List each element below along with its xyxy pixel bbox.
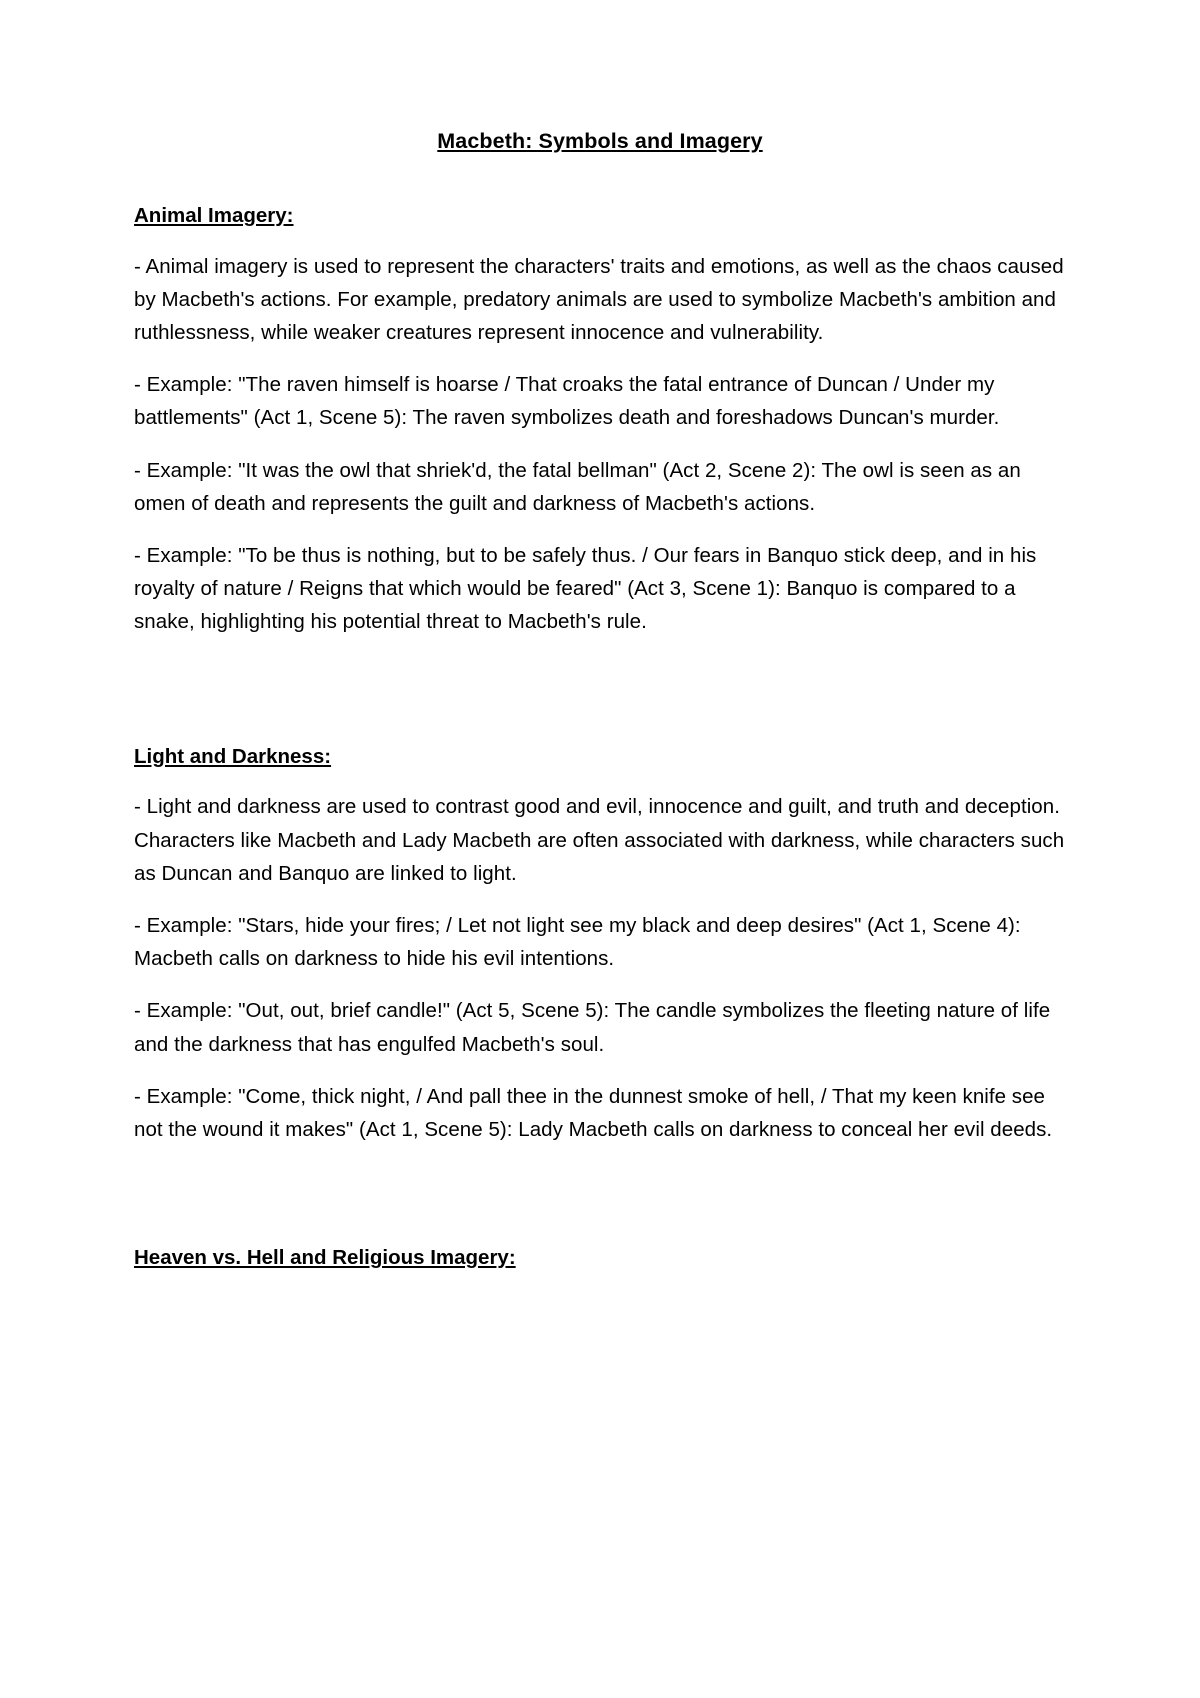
paragraph: - Example: "It was the owl that shriek'd, the fatal bellman" (Act 2, Scene 2): The owl is seen as an omen of death and represents the guilt and darkness of Macbeth's actions. xyxy=(134,458,1021,515)
section-heaven-vs-hell xyxy=(134,1244,1066,1272)
section-spacer xyxy=(134,639,1066,743)
section-heading-light-and-darkness: Light and Darkness: xyxy=(134,744,332,768)
section-animal-imagery xyxy=(134,202,1066,639)
section-spacer xyxy=(134,1146,1066,1244)
paragraph: - Example: "Stars, hide your fires; / Let not light see my black and deep desires" (Act 1, Scene 4): Macbeth calls on darkness to hide his evil intentions. xyxy=(134,913,1021,971)
section-heading-animal-imagery: Animal Imagery: xyxy=(134,203,294,227)
paragraph: - Example: "Come, thick night, / And pall thee in the dunnest smoke of hell, / That my keen knife see not the wound it makes" (Act 1, Scene 5): Lady Macbeth calls on darkness to conceal her evil deeds. xyxy=(134,1084,1053,1141)
paragraph: - Example: "To be thus is nothing, but to be safely thus. / Our fears in Banquo stick deep, and in his royalty of nature / Reigns that which would be feared" (Act 3, Scene 1): Banquo is compared to a snake, highlighting his potential threat to Macbeth's rule. xyxy=(134,544,1037,634)
paragraph: - Animal imagery is used to represent the characters' traits and emotions, as well as the chaos caused by Macbeth's actions. For example, predatory animals are used to symbolize Macbeth's ambition and ruthlessness, while weaker creatures represent innocence and vulnerability. xyxy=(134,254,1064,345)
paragraph: - Example: "The raven himself is hoarse / That croaks the fatal entrance of Duncan / Under my battlements" (Act 1, Scene 5): The raven symbolizes death and foreshadows Duncan's murder. xyxy=(134,373,1000,430)
section-light-and-darkness xyxy=(134,743,1066,1147)
page-title: Macbeth: Symbols and Imagery xyxy=(437,129,763,153)
paragraph: - Light and darkness are used to contrast good and evil, innocence and guilt, and truth and deception. Characters like Macbeth and Lady Macbeth are often associated with darkness, while characters such as Duncan and Banquo are linked to light. xyxy=(134,795,1065,885)
section-heading-heaven-vs-hell: Heaven vs. Hell and Religious Imagery: xyxy=(134,1246,516,1270)
paragraph: - Example: "Out, out, brief candle!" (Act 5, Scene 5): The candle symbolizes the fleeting nature of life and the darkness that has engulfed Macbeth's soul. xyxy=(134,999,1051,1056)
